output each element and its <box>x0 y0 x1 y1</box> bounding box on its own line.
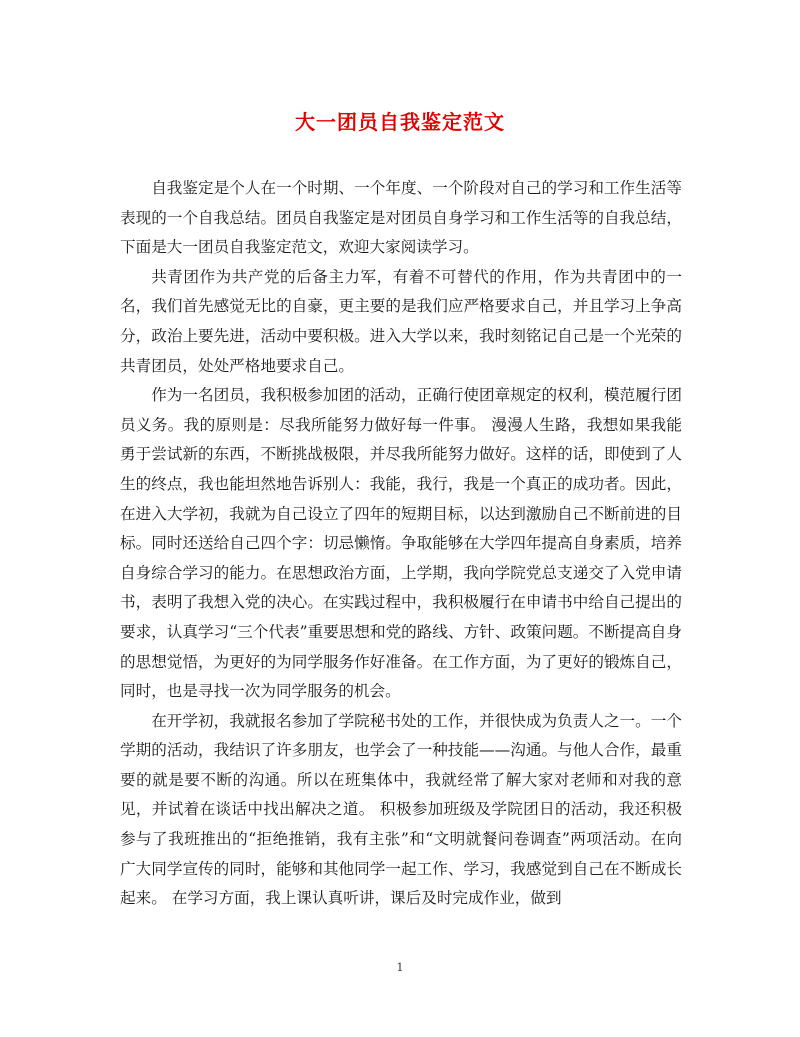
paragraph-member-duties: 作为一名团员，我积极参加团的活动，正确行使团章规定的权利，模范履行团员义务。我的原则是：尽我所能努力做好每一件事。 漫漫人生路，我想如果我能勇于尝试新的东西，不断挑战极限，并尽我所能努力做好。这样的话，即使到了人生的终点，我也能坦然地告诉别人：我能，我行，我是一个真正的成功者。因此，在进入大学初，我就为自己设立了四年的短期目标，以达到激励自己不断前进的目标。同时还送给自己四个字：切忌懒惰。争取能够在大学四年提高自身素质，培养自身综合学习的能力。在思想政治方面，上学期，我向学院党总支递交了入党申请书，表明了我想入党的决心。在实践过程中，我积极履行在申请书中给自己提出的要求，认真学习“三个代表”重要思想和党的路线、方针、政策问题。不断提高自身的思想觉悟，为更好的为同学服务作好准备。在工作方面，为了更好的锻炼自己，同时，也是寻找一次为同学服务的机会。 <box>120 386 682 701</box>
paragraph-work-study: 在开学初，我就报名参加了学院秘书处的工作，并很快成为负责人之一。一个学期的活动，我结识了许多朋友，也学会了一种技能——沟通。与他人合作，最重要的就是要不断的沟通。所以在班集体中，我就经常了解大家对老师和对我的意见，并试着在谈话中找出解决之道。 积极参加班级及学院团日的活动，我还积极参与了我班推出的“拒绝推销，我有主张”和“文明就餐问卷调查”两项活动。在向广大同学宣传的同时，能够和其他同学一起工作、学习，我感觉到自己在不断成长起来。 在学习方面，我上课认真听讲，课后及时完成作业，做到 <box>120 711 682 908</box>
paragraph-intro: 自我鉴定是个人在一个时期、一个年度、一个阶段对自己的学习和工作生活等表现的一个自我总结。团员自我鉴定是对团员自身学习和工作生活等的自我总结，下面是大一团员自我鉴定范文，欢迎大家阅读学习。 <box>120 179 682 257</box>
document-title: 大一团员自我鉴定范文 <box>295 110 505 134</box>
paragraph-league-role: 共青团作为共产党的后备主力军，有着不可替代的作用，作为共青团中的一名，我们首先感觉无比的自豪，更主要的是我们应严格要求自己，并且学习上争高分，政治上要先进，活动中要积极。进入大学以来，我时刻铭记自己是一个光荣的共青团员，处处严格地要求自己。 <box>120 267 682 375</box>
page-number: 1 <box>396 961 404 974</box>
document-body <box>120 174 682 914</box>
